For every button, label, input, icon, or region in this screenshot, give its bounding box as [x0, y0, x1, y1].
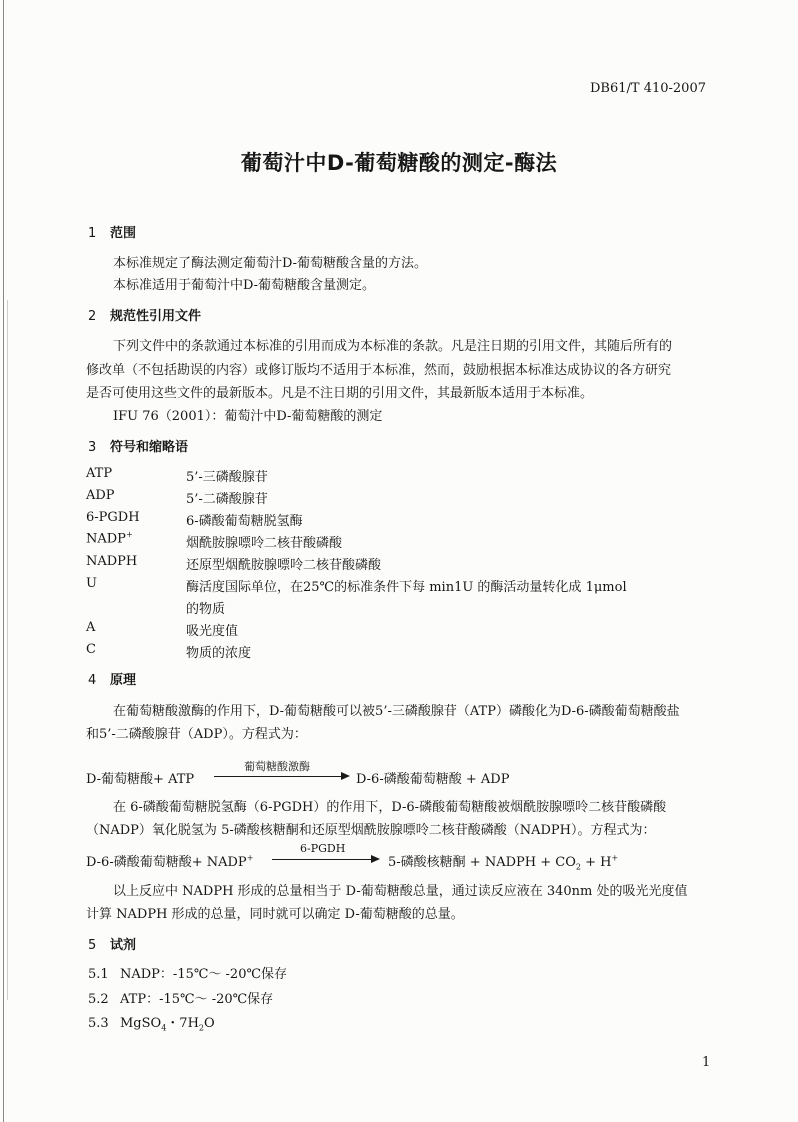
equation-2-left: D-6-磷酸葡萄糖酸+ NADP+ [86, 853, 254, 870]
abbr-definition: 物质的浓度 [186, 646, 252, 661]
equation-2-arrow-line [272, 859, 372, 860]
section-4-para-3-line-1: 以上反应中 NADPH 形成的总量相当于 D-葡萄糖酸总量，通过读反应液在 340nm 处的吸光光度值 [113, 884, 688, 899]
section-2-reference: IFU 76（2001）：葡萄汁中D-葡萄糖酸的测定 [113, 409, 383, 424]
section-1-line-2: 本标准适用于葡萄汁中D-葡萄糖酸含量测定。 [113, 278, 376, 293]
section-2-line-3: 是否可使用这些文件的最新版本。凡是不注日期的引用文件，其最新版本适用于本标准。 [86, 386, 594, 401]
section-2-line-1: 下列文件中的条款通过本标准的引用而成为本标准的条款。凡是注日期的引用文件，其随后所有的 [113, 339, 673, 354]
abbr-definition: 酶活度国际单位，在25℃的标准条件下每 min1U 的酶活动量转化成 1μmol [186, 580, 627, 595]
section-2-heading: 2 规范性引用文件 [88, 309, 202, 324]
standard-number: DB61/T 410-2007 [590, 81, 706, 96]
abbr-definition: 5’-三磷酸腺苷 [186, 470, 268, 485]
abbr-term: ADP [86, 488, 115, 503]
section-5-heading: 5 试剂 [88, 938, 137, 953]
equation-1-enzyme: 葡萄糖酸激酶 [244, 760, 310, 773]
section-1-heading: 1 范围 [88, 226, 137, 241]
page-number: 1 [702, 1055, 711, 1070]
scan-border-shadow [7, 300, 8, 1000]
abbr-definition-continued: 的物质 [186, 602, 226, 617]
section-4-para-2-line-1: 在 6-磷酸葡萄糖脱氢酶（6-PGDH）的作用下，D-6-磷酸葡萄糖酸被烟酰胺腺嘌呤二核苷酸磷酸 [113, 800, 667, 815]
section-4-para-2-line-2: （NADP）氧化脱氢为 5-磷酸核糖酮和还原型烟酰胺腺嘌呤二核苷酸磷酸（NADPH）。方程式为： [86, 823, 656, 838]
section-4-para-3-line-2: 计算 NADPH 形成的总量，同时就可以确定 D-葡萄糖酸的总量。 [86, 907, 464, 922]
equation-2-arrow-head-icon [371, 855, 380, 863]
abbr-term: C [86, 642, 96, 657]
section-3-heading: 3 符号和缩略语 [88, 440, 189, 455]
equation-2-right: 5-磷酸核糖酮 + NADPH + $CO_2 + H^+$ [388, 853, 619, 872]
section-4-para-1-line-1: 在葡萄糖酸激酶的作用下，D-葡萄糖酸可以被5’-三磷酸腺苷（ATP）磷酸化为D-6-磷酸葡萄糖酸盐 [113, 704, 680, 719]
equation-1-left: D-葡萄糖酸+ ATP [86, 772, 195, 787]
abbr-term: U [86, 576, 97, 591]
section-2-line-2: 修改单（不包括勘误的内容）或修订版均不适用于本标准，然而，鼓励根据本标准达成协议的各方研究 [86, 363, 672, 378]
equation-1-arrow-line [214, 776, 342, 777]
reagent-item: 5.3 MgSO$_4$・$7H_2O$ [88, 1016, 215, 1033]
equation-1-arrow-head-icon [341, 772, 350, 780]
document-title: 葡萄汁中D-葡萄糖酸的测定-酶法 [240, 151, 558, 175]
reagent-item: 5.1 NADP：-15℃～ -20℃保存 [88, 967, 288, 982]
abbr-definition: 烟酰胺腺嘌呤二核苷酸磷酸 [186, 536, 343, 551]
equation-1-right: D-6-磷酸葡萄糖酸 + ADP [356, 772, 510, 787]
abbr-definition: 5’-二磷酸腺苷 [186, 492, 268, 507]
abbr-definition: 6-磷酸葡萄糖脱氢酶 [186, 514, 303, 529]
abbr-term: NADPH [86, 554, 138, 569]
section-1-line-1: 本标准规定了酶法测定葡萄汁D-葡萄糖酸含量的方法。 [113, 256, 428, 271]
abbr-term: A [86, 620, 96, 635]
abbr-term: NADP+ [86, 530, 133, 547]
abbr-term: ATP [86, 466, 113, 481]
abbr-definition: 还原型烟酰胺腺嘌呤二核苷酸磷酸 [186, 558, 382, 573]
abbr-definition: 吸光度值 [186, 624, 239, 639]
section-4-heading: 4 原理 [88, 673, 137, 688]
equation-2-enzyme: 6-PGDH [300, 842, 346, 855]
reagent-item: 5.2 ATP：-15℃～ -20℃保存 [88, 992, 274, 1007]
section-4-para-1-line-2: 和5’-二磷酸腺苷（ADP）。方程式为： [86, 727, 307, 742]
abbr-term: 6-PGDH [86, 510, 140, 525]
